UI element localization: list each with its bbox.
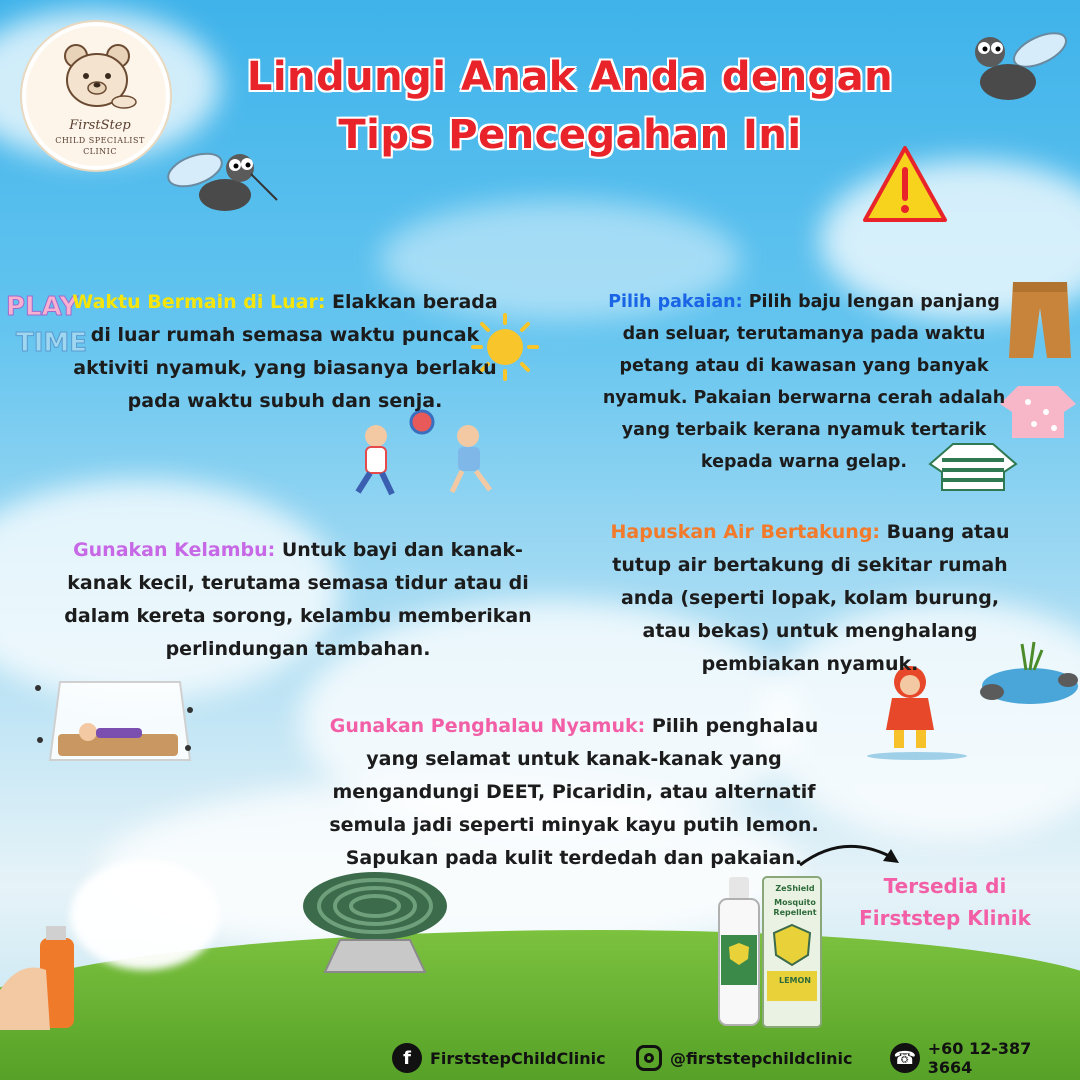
logo-name: FirstStep [69, 118, 131, 133]
page-title-line1: Lindungi Anak Anda dengan [246, 54, 894, 100]
tip-repellent [312, 710, 836, 875]
mosquito-net-icon [30, 670, 200, 780]
mosquito-icon [165, 140, 285, 230]
tip-outdoor-text: Elakkan berada di luar rumah semasa waktu puncak aktiviti nyamuk, yang biasanya berlaku pada waktu subuh dan senja. [73, 291, 498, 412]
page-title-line2: Tips Pencegahan Ini [338, 112, 802, 158]
availability-note [850, 870, 1040, 934]
svg-text:PLAY: PLAY [6, 292, 79, 322]
pink-shirt-icon [998, 382, 1078, 442]
warning-icon [860, 140, 950, 230]
logo-subtitle: CHILD SPECIALIST [55, 136, 145, 145]
product-variant: LEMON [778, 976, 812, 985]
tip-clothing [598, 286, 1010, 478]
footer-phone[interactable] [890, 1040, 1080, 1076]
pants-icon [1005, 278, 1075, 368]
tip-net-heading: Gunakan Kelambu: [73, 539, 276, 561]
spray-can-icon [0, 920, 90, 1040]
tip-repellent-heading: Gunakan Penghalau Nyamuk: [329, 715, 646, 737]
tip-water-heading: Hapuskan Air Bertakung: [610, 521, 881, 543]
tip-net-text: Untuk bayi dan kanak-kanak kecil, terutama semasa tidur atau di dalam kereta sorong, kelambu memberikan perlindungan tambahan. [64, 539, 532, 660]
phone-number: +60 12-387 3664 [927, 1039, 1032, 1077]
tip-repellent-text: Pilih penghalau yang selamat untuk kanak-kanak yang mengandungi DEET, Picaridin, atau alternatif semula jadi seperti minyak kayu putih lemon. Sapukan pada kulit terdedah dan pakaian. [329, 715, 819, 869]
tip-water [608, 516, 1012, 681]
logo-subtitle-2: CLINIC [83, 147, 117, 156]
instagram-handle: @firststepchildclinic [670, 1048, 853, 1068]
facebook-icon: f [392, 1043, 422, 1073]
facebook-handle: FirststepChildClinic [430, 1048, 606, 1068]
phone-icon: ☎ [890, 1043, 920, 1073]
clinic-logo [22, 22, 170, 170]
instagram-icon [636, 1045, 662, 1071]
tip-water-text: Buang atau tutup air bertakung di sekitar rumah anda (seperti lopak, kolam burung, atau bekas) untuk menghalang pembiakan nyamuk. [612, 521, 1010, 675]
tip-outdoor-heading: Waktu Bermain di Luar: [72, 291, 326, 313]
footer-facebook[interactable] [392, 1040, 606, 1076]
svg-text:TIME: TIME [16, 328, 88, 358]
footer-instagram[interactable] [636, 1040, 853, 1076]
tip-net [60, 534, 536, 666]
bear-icon [26, 30, 166, 120]
tip-outdoor [60, 286, 510, 418]
kids-playing-icon [340, 410, 510, 500]
availability-line2: Firststep Klinik [859, 906, 1031, 930]
product-name: Mosquito Repellent [773, 898, 817, 917]
spray-cloud [70, 860, 220, 970]
tip-clothing-heading: Pilih pakaian: [608, 292, 743, 312]
mosquito-coil-icon [300, 868, 450, 978]
mosquito-icon [960, 10, 1070, 110]
product-brand: ZeShield [775, 884, 815, 893]
tip-clothing-text: Pilih baju lengan panjang dan seluar, terutamanya pada waktu petang atau di kawasan yang banyak nyamuk. Pakaian berwarna cerah adalah yang terbaik kerana nyamuk tertarik kepada warna gelap. [602, 292, 1006, 472]
availability-line1: Tersedia di [883, 874, 1007, 898]
